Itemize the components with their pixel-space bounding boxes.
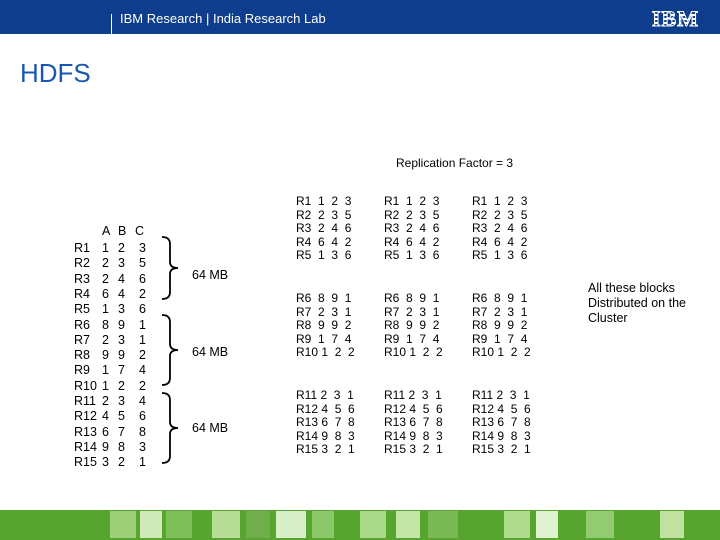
cell-value: 1 (102, 302, 109, 317)
cell-value: 2 (102, 394, 109, 408)
column-header-c: C (135, 224, 145, 238)
header-divider (111, 14, 112, 34)
cell-value: 2 (139, 286, 146, 301)
row-label: R5 (74, 302, 90, 317)
block-row: R5 1 3 6 (296, 248, 352, 263)
footer-tile (504, 511, 530, 538)
cell-value: 3 (102, 455, 109, 470)
block-row: R12 4 5 6 (384, 401, 443, 416)
cell-value: 4 (102, 409, 109, 424)
cell-value: 1 (139, 332, 146, 347)
block-row: R11 2 3 1 (472, 388, 530, 402)
row-label: R10 (74, 378, 97, 393)
cell-value: 6 (102, 286, 109, 301)
row-label: R6 (74, 317, 90, 332)
cell-value: 8 (139, 424, 146, 439)
distribution-note: All these blocks Distributed on the Cluster (588, 281, 686, 325)
block-row: R6 8 9 1 (472, 291, 528, 305)
cell-value: 6 (139, 271, 146, 286)
block-row: R9 1 7 4 (296, 331, 352, 346)
block-row: R10 1 2 2 (472, 345, 531, 360)
cell-value: 1 (139, 317, 146, 332)
row-label: R7 (74, 332, 90, 347)
row-label: R4 (74, 286, 90, 301)
block-row: R3 2 4 6 (472, 221, 528, 236)
cell-value: 6 (139, 409, 146, 424)
row-label: R12 (74, 409, 97, 424)
block-size-label: 64 MB (192, 345, 229, 359)
block-row: R13 6 7 8 (296, 415, 355, 430)
block-brace (160, 392, 182, 464)
cell-value: 1 (102, 241, 109, 255)
block-row: R8 9 9 2 (384, 318, 440, 333)
cell-value: 9 (118, 317, 125, 332)
footer-tile (212, 511, 240, 538)
block-row: R7 2 3 1 (384, 304, 440, 319)
block-row: R14 9 8 3 (384, 428, 443, 443)
column-header-b: B (118, 224, 127, 238)
cell-value: 2 (139, 348, 146, 363)
cell-value: 2 (118, 378, 125, 393)
block-row: R4 6 4 2 (472, 234, 528, 249)
block-row: R14 9 8 3 (472, 428, 531, 443)
cell-value: 6 (102, 424, 109, 439)
row-label: R14 (74, 439, 97, 454)
block-row: R13 6 7 8 (384, 415, 443, 430)
cell-value: 3 (118, 256, 125, 271)
block-row: R8 9 9 2 (296, 318, 352, 333)
block-row: R1 1 2 3 (296, 194, 352, 208)
block-row: R10 1 2 2 (296, 345, 355, 360)
block-row: R12 4 5 6 (472, 401, 531, 416)
row-label: R8 (74, 348, 90, 363)
block-row: R3 2 4 6 (384, 221, 440, 236)
block-row: R12 4 5 6 (296, 401, 355, 416)
cell-value: 3 (118, 332, 125, 347)
footer-tile (660, 511, 684, 538)
row-label: R1 (74, 241, 90, 255)
cell-value: 4 (118, 286, 125, 301)
cell-value: 9 (102, 439, 109, 454)
footer-tile (586, 511, 614, 538)
cell-value: 9 (102, 348, 109, 363)
slide-title: HDFS (20, 58, 91, 88)
block-row: R4 6 4 2 (384, 234, 440, 249)
row-label: R2 (74, 256, 90, 271)
footer-tile (140, 511, 162, 538)
cell-value: 3 (118, 302, 125, 317)
footer-tile (312, 511, 334, 538)
block-row: R14 9 8 3 (296, 428, 355, 443)
block-row: R11 2 3 1 (384, 388, 442, 402)
footer-tile (428, 511, 458, 538)
footer-tile (396, 511, 420, 538)
footer-tile (276, 511, 306, 538)
header-text: IBM Research | India Research Lab (120, 11, 326, 26)
block-row: R2 2 3 5 (384, 207, 440, 222)
cell-value: 3 (139, 439, 146, 454)
block-brace (160, 236, 182, 300)
block-row: R5 1 3 6 (472, 248, 528, 263)
block-row: R5 1 3 6 (384, 248, 440, 263)
row-label: R11 (74, 394, 97, 408)
cell-value: 9 (118, 348, 125, 363)
cell-value: 4 (139, 363, 146, 378)
cell-value: 2 (118, 455, 125, 470)
footer-tile (246, 511, 270, 538)
cell-value: 1 (102, 378, 109, 393)
footer-tile (166, 511, 192, 538)
block-row: R10 1 2 2 (384, 345, 443, 360)
block-row: R13 6 7 8 (472, 415, 531, 430)
cell-value: 1 (139, 455, 146, 470)
block-row: R7 2 3 1 (296, 304, 352, 319)
cell-value: 8 (118, 439, 125, 454)
footer-tile (360, 511, 386, 538)
block-row: R7 2 3 1 (472, 304, 528, 319)
cell-value: 2 (102, 332, 109, 347)
block-row: R4 6 4 2 (296, 234, 352, 249)
block-brace (160, 314, 182, 386)
column-header-a: A (102, 224, 111, 238)
row-label: R9 (74, 363, 90, 378)
block-row: R6 8 9 1 (384, 291, 440, 305)
cell-value: 3 (118, 394, 125, 408)
cell-value: 2 (139, 378, 146, 393)
cell-value: 4 (139, 394, 146, 408)
footer-tile (110, 511, 136, 538)
block-size-label: 64 MB (192, 421, 229, 435)
footer-tile (536, 511, 558, 538)
block-row: R9 1 7 4 (472, 331, 528, 346)
ibm-logo: IBM (652, 6, 699, 31)
block-row: R1 1 2 3 (384, 194, 440, 208)
block-row: R9 1 7 4 (384, 331, 440, 346)
cell-value: 2 (118, 241, 125, 255)
replication-factor-label: Replication Factor = 3 (396, 156, 514, 170)
cell-value: 7 (118, 424, 125, 439)
block-row: R15 3 2 1 (296, 442, 355, 457)
cell-value: 2 (102, 256, 109, 271)
block-row: R8 9 9 2 (472, 318, 528, 333)
block-row: R2 2 3 5 (296, 207, 352, 222)
block-row: R6 8 9 1 (296, 291, 352, 305)
cell-value: 5 (139, 256, 146, 271)
cell-value: 2 (102, 271, 109, 286)
block-row: R11 2 3 1 (296, 388, 354, 402)
cell-value: 3 (139, 241, 146, 255)
row-label: R3 (74, 271, 90, 286)
block-row: R1 1 2 3 (472, 194, 528, 208)
cell-value: 7 (118, 363, 125, 378)
row-label: R13 (74, 424, 97, 439)
cell-value: 4 (118, 271, 125, 286)
block-row: R15 3 2 1 (384, 442, 443, 457)
block-row: R3 2 4 6 (296, 221, 352, 236)
block-row: R2 2 3 5 (472, 207, 528, 222)
row-label: R15 (74, 455, 97, 470)
cell-value: 6 (139, 302, 146, 317)
header-bar (0, 0, 720, 34)
cell-value: 5 (118, 409, 125, 424)
block-row: R15 3 2 1 (472, 442, 531, 457)
cell-value: 8 (102, 317, 109, 332)
cell-value: 1 (102, 363, 109, 378)
block-size-label: 64 MB (192, 268, 229, 282)
